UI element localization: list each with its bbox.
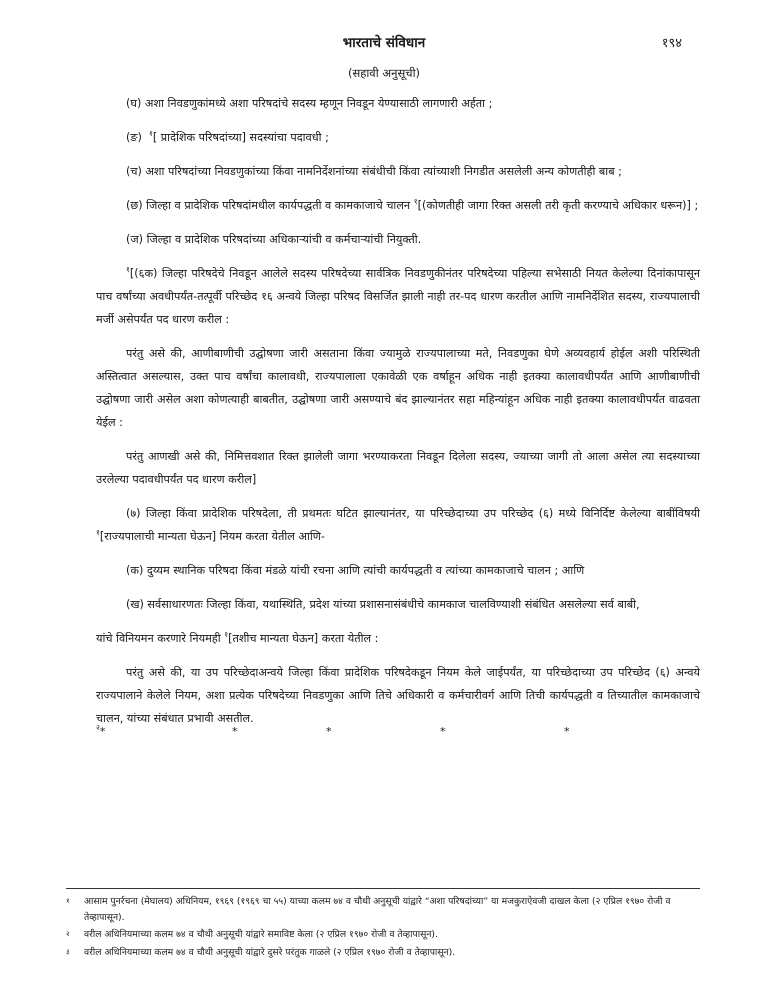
clause-ka: (क) दुय्यम स्थानिक परिषदा किंवा मंडळे यांची रचना आणि त्यांची कार्यपद्धती व त्यांच्या कामकाजाचे चालन ; आणि — [126, 564, 585, 577]
page-title: भारताचे संविधान — [342, 35, 426, 51]
footnote-ref: १ — [96, 528, 100, 537]
paragraph-6a — [96, 262, 700, 331]
footnote-ref: २ — [96, 723, 100, 732]
footnote-2 — [66, 927, 700, 943]
omission-star-2: * — [232, 725, 238, 738]
clause-nga-text: [ प्रादेशिक परिषदांच्या] सदस्यांचा पदावधी ; — [152, 131, 329, 144]
footnote-marker: २ — [66, 930, 70, 938]
footnote-marker: १ — [66, 897, 70, 905]
omission-star-4: * — [440, 725, 446, 738]
footnote-text: वरील अधिनियमाच्या कलम ७४ व चौथी अनुसूची यांद्वारे समाविष्ट केला (२ एप्रिल १९७० रोजी व तेव्हापासून). — [84, 929, 438, 940]
regulation-text: यांचे विनियमन करणारे नियमही — [96, 632, 225, 645]
paragraph-7-insert: [राज्यपालाची मान्यता घेऊन] नियम करता येतील आणि- — [99, 530, 325, 543]
document-body — [96, 92, 700, 741]
footnote-divider — [66, 888, 700, 889]
omission-stars — [0, 725, 768, 741]
star-glyph: * — [99, 725, 106, 738]
footnote-text: वरील अधिनियमाच्या कलम ७४ व चौथी अनुसूची यांद्वारे दुसरे परंतुक गाळले (२ एप्रिल १९७० रोजी व तेव्हापासून). — [84, 946, 456, 958]
omission-star-1 — [96, 723, 106, 738]
regulation-line — [96, 627, 700, 650]
paragraph-7 — [96, 502, 700, 548]
proviso-2: परंतु आणखी असे की, निमित्तवशात रिक्त झालेली जागा भरण्याकरता निवडून दिलेला सदस्य, ज्याच्या जागी तो आला असेल त्या सदस्याच्या उरलेल्या पदावधीपर्यंत पद धारण करील] — [96, 450, 700, 486]
footnote-ref: १ — [148, 129, 153, 138]
footnote-ref: १ — [224, 630, 229, 639]
omission-star-5: * — [564, 725, 570, 738]
footnote-marker: ३ — [66, 947, 70, 956]
clause-cha: (च) अशा परिषदांच्या निवडणुकांच्या किंवा नामनिर्देशनांच्या संबंधीची किंवा त्यांच्याशी निगडीत असलेली अन्य कोणतीही बाब ; — [126, 165, 622, 178]
footnote-1 — [66, 894, 700, 925]
clause-chha — [96, 194, 700, 217]
footnote-3 — [66, 945, 700, 961]
footnote-ref: १ — [126, 265, 130, 274]
clause-gha: (घ) अशा निवडणुकांमध्ये अशा परिषदांचे सदस्य म्हणून निवडून येण्यासाठी लागणारी अर्हता ; — [126, 97, 493, 110]
footnote-text: आसाम पुनर्रचना (मेघालय) अधिनियम, १९६९ (१९६९ चा ५५) याच्या कलम ७४ व चौथी अनुसूची यांद्वारे “अशा परिषदांच्या” या मजकुराऐवजी दाखल केला (२ एप्रिल १९७० रोजी व तेव्हापासून). — [84, 896, 671, 923]
paragraph-7-text: (७) जिल्हा किंवा प्रादेशिक परिषदेला, ती प्रथमतः घटित झाल्यानंतर, या परिच्छेदाच्या उप परिच्छेद (६) मध्ये विनिर्दिष्ट केलेल्या बाबींविषयी — [126, 507, 700, 520]
clause-nga-label: (ङ) — [126, 131, 142, 144]
footnote-ref: १ — [413, 197, 418, 206]
page-subtitle: (सहावी अनुसूची) — [347, 66, 421, 80]
clause-kha: (ख) सर्वसाधारणतः जिल्हा किंवा, यथास्थिति, प्रदेश यांच्या प्रशासनासंबंधीचे कामकाज चालविण्याशी संबंधित असलेल्या सर्व बाबी, — [126, 598, 640, 611]
proviso-3: परंतु असे की, या उप परिच्छेदाअन्वये जिल्हा किंवा प्रादेशिक परिषदेकडून नियम केले जाईपर्यंत, या परिच्छेदाच्या उप परिच्छेद (६) अन्वये राज्यपालाने केलेले नियम, अशा प्रत्येक परिषदेच्या निवडणुका आणि तिचे अधिकारी व कर्मचारीवर्ग आणि तिची कार्यपद्धती व तिच्यातील कामकाजाचे चालन, यांच्या संबंधात प्रभावी असतील. — [96, 666, 700, 725]
clause-nga — [96, 126, 700, 149]
clause-chha-text: (छ) जिल्हा व प्रादेशिक परिषदांमधील कार्यपद्धती व कामकाजाचे चालन — [126, 199, 414, 212]
footnotes — [66, 894, 700, 962]
clause-ja: (ज) जिल्हा व प्रादेशिक परिषदांच्या अधिकाऱ्यांची व कर्मचाऱ्यांची नियुक्ती. — [126, 233, 422, 246]
paragraph-6a-text: [(६क) जिल्हा परिषदेचे निवडून आलेले सदस्य परिषदेच्या सार्वत्रिक निवडणुकीनंतर परिषदेच्या पहिल्या सभेसाठी नियत केलेल्या दिनांकापासून पाच वर्षांच्या अवधीपर्यंत-तत्पूर्वी परिच्छेद १६ अन्वये जिल्हा परिषद विसर्जित झाली नाही तर-पद धारण करतील आणि नामनिर्देशित सदस्य, राज्यपालाची मर्जी असेपर्यंत पद धारण करील : — [96, 267, 700, 326]
clause-chha-insert: [(कोणतीही जागा रिक्त असली तरी कृती करण्याचे अधिकार धरून)] ; — [417, 199, 699, 212]
omission-star-3: * — [326, 725, 332, 738]
page-number: १९४ — [661, 36, 682, 51]
regulation-insert: [तशीच मान्यता घेऊन] करता येतील : — [228, 632, 379, 645]
proviso-1: परंतु असे की, आणीबाणीची उद्घोषणा जारी असताना किंवा ज्यामुळे राज्यपालाच्या मते, निवडणुका घेणे अव्यवहार्य होईल अशी परिस्थिती अस्तित्वात असल्यास, उक्त पाच वर्षांचा कालावधी, राज्यपालाला एकावेळी एक वर्षाहून अधिक नाही इतक्या कालावधीपर्यंत आणि आणीबाणीची उद्घोषणा जारी असेल अशा कोणत्याही बाबतीत, उद्घोषणा जारी असण्याचे बंद झाल्यानंतर सहा महिन्यांहून अधिक नाही इतक्या कालावधीपर्यंत वाढवता येईल : — [96, 347, 700, 429]
